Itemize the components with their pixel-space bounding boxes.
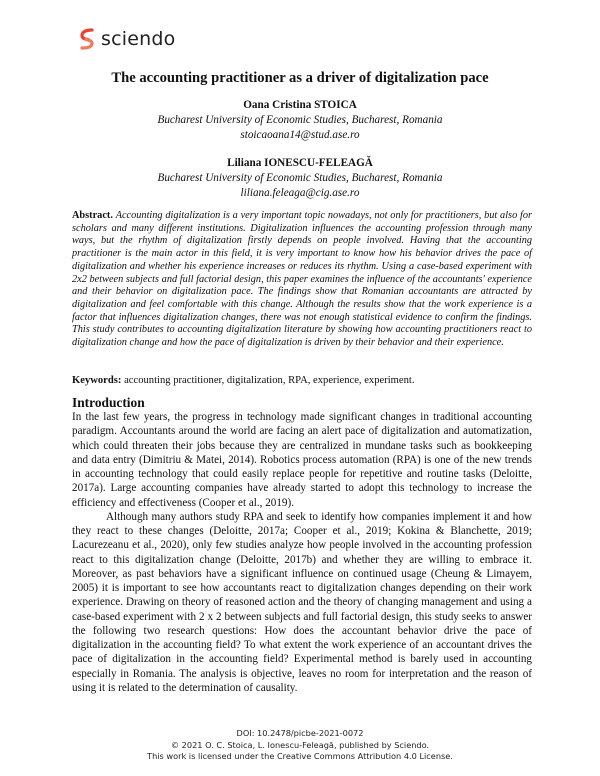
- section-heading: Introduction: [72, 395, 145, 410]
- publisher-name: sciendo: [101, 28, 176, 50]
- author-email: stoicaoana14@stud.ase.ro: [240, 129, 360, 141]
- publisher-logo: [79, 28, 175, 50]
- paragraph: In the last few years, the progress in technology made significant changes in traditional accounting paradigm. Accountants around the world are facing an alert pace of digitalization and automatization, which could threaten their jobs because they are centralized in mundane tasks such as bookkeeping and data entry (Dimitriu & Matei, 2014). Robotics process automation (RPA) is one of the new trends in accounting technology that could easily replace people for repetitive and routine tasks (Deloitte, 2017a). Large accounting companies have already started to adopt this technology to increase the efficiency and effectiveness (Cooper et al., 2019).: [72, 411, 532, 509]
- doi: DOI: 10.2478/picbe-2021-0072: [236, 728, 364, 738]
- author-email: liliana.feleaga@cig.ase.ro: [240, 187, 360, 199]
- abstract-label: Abstract.: [72, 210, 113, 221]
- author-name: Oana Cristina STOICA: [243, 99, 357, 111]
- page-footer: [0, 728, 600, 763]
- author-block-1: [0, 98, 600, 143]
- author-affiliation: Bucharest University of Economic Studies, Bucharest, Romania: [157, 172, 443, 184]
- keywords-label: Keywords:: [72, 375, 122, 386]
- abstract-text: Accounting digitalization is a very important topic nowadays, not only for practitioners, but also for scholars and many different institutions. Digitalization influences the accounting profession through many ways, but the rhythm of digitalization firstly depends on people involved. Having that the accounting practitioner is the main actor in this field, it is very important to know how his behavior drives the pace of digitalization and whether his experience increases or reduces its rhythm. Using a case-based experiment with 2x2 between subjects and full factorial design, this paper examines the influence of the accountants' experience and their behavior on digitalization pace. The findings show that Romanian accountants are attracted by digitalization and feel comfortable with this change. Although the results show that the work experience is a factor that influences digitalization changes, there was not enough statistical evidence to confirm the findings. This study contributes to accounting digitalization literature by showing how accounting practitioners react to digitalization change and how the pace of digitalization is driven by their behavior and their experience.: [72, 210, 533, 349]
- sciendo-logo-icon: [79, 28, 95, 50]
- paper-title: The accounting practitioner as a driver of digitalization pace: [111, 70, 489, 86]
- license: This work is licensed under the Creative Commons Attribution 4.0 License.: [147, 751, 453, 761]
- author-name: Liliana IONESCU-FELEAGĂ: [227, 157, 373, 169]
- copyright: © 2021 O. C. Stoica, L. Ionescu-Feleagă, published by Sciendo.: [170, 739, 430, 750]
- abstract: [72, 210, 532, 350]
- paragraph: Although many authors study RPA and seek to identify how companies implement it and how they react to these changes (Deloitte, 2017a; Cooper et al., 2019; Kokina & Blanchette, 2019; Lacurezeanu et al., 2020), only few studies analyze how people involved in the accounting profession react to this digitalization change (Deloitte, 2017b) and whether they are willing to embrace it. Moreover, as past behaviors have a significant influence on continued usage (Cheung & Limayem, 2005) it is important to see how accountants react to digitalization changes depending on their work experience. Drawing on theory of reasoned action and the theory of changing management and using a case-based experiment with 2 x 2 between subjects and full factorial design, this study seeks to answer the following two research questions: How does the accountant behavior drive the pace of digitalization in the accounting field? To what extent the work experience of an accountant drives the pace of digitalization in the accounting field? Experimental method is barely used in accounting especially in Romania. The analysis is objective, leaves no room for interpretation and the reason of using it is related to the determination of causality.: [72, 510, 532, 694]
- author-affiliation: Bucharest University of Economic Studies, Bucharest, Romania: [157, 114, 443, 126]
- keywords: [72, 375, 532, 386]
- keywords-text: accounting practitioner, digitalization, RPA, experience, experiment.: [124, 375, 415, 386]
- author-block-2: [0, 156, 600, 201]
- introduction-body: [72, 410, 532, 695]
